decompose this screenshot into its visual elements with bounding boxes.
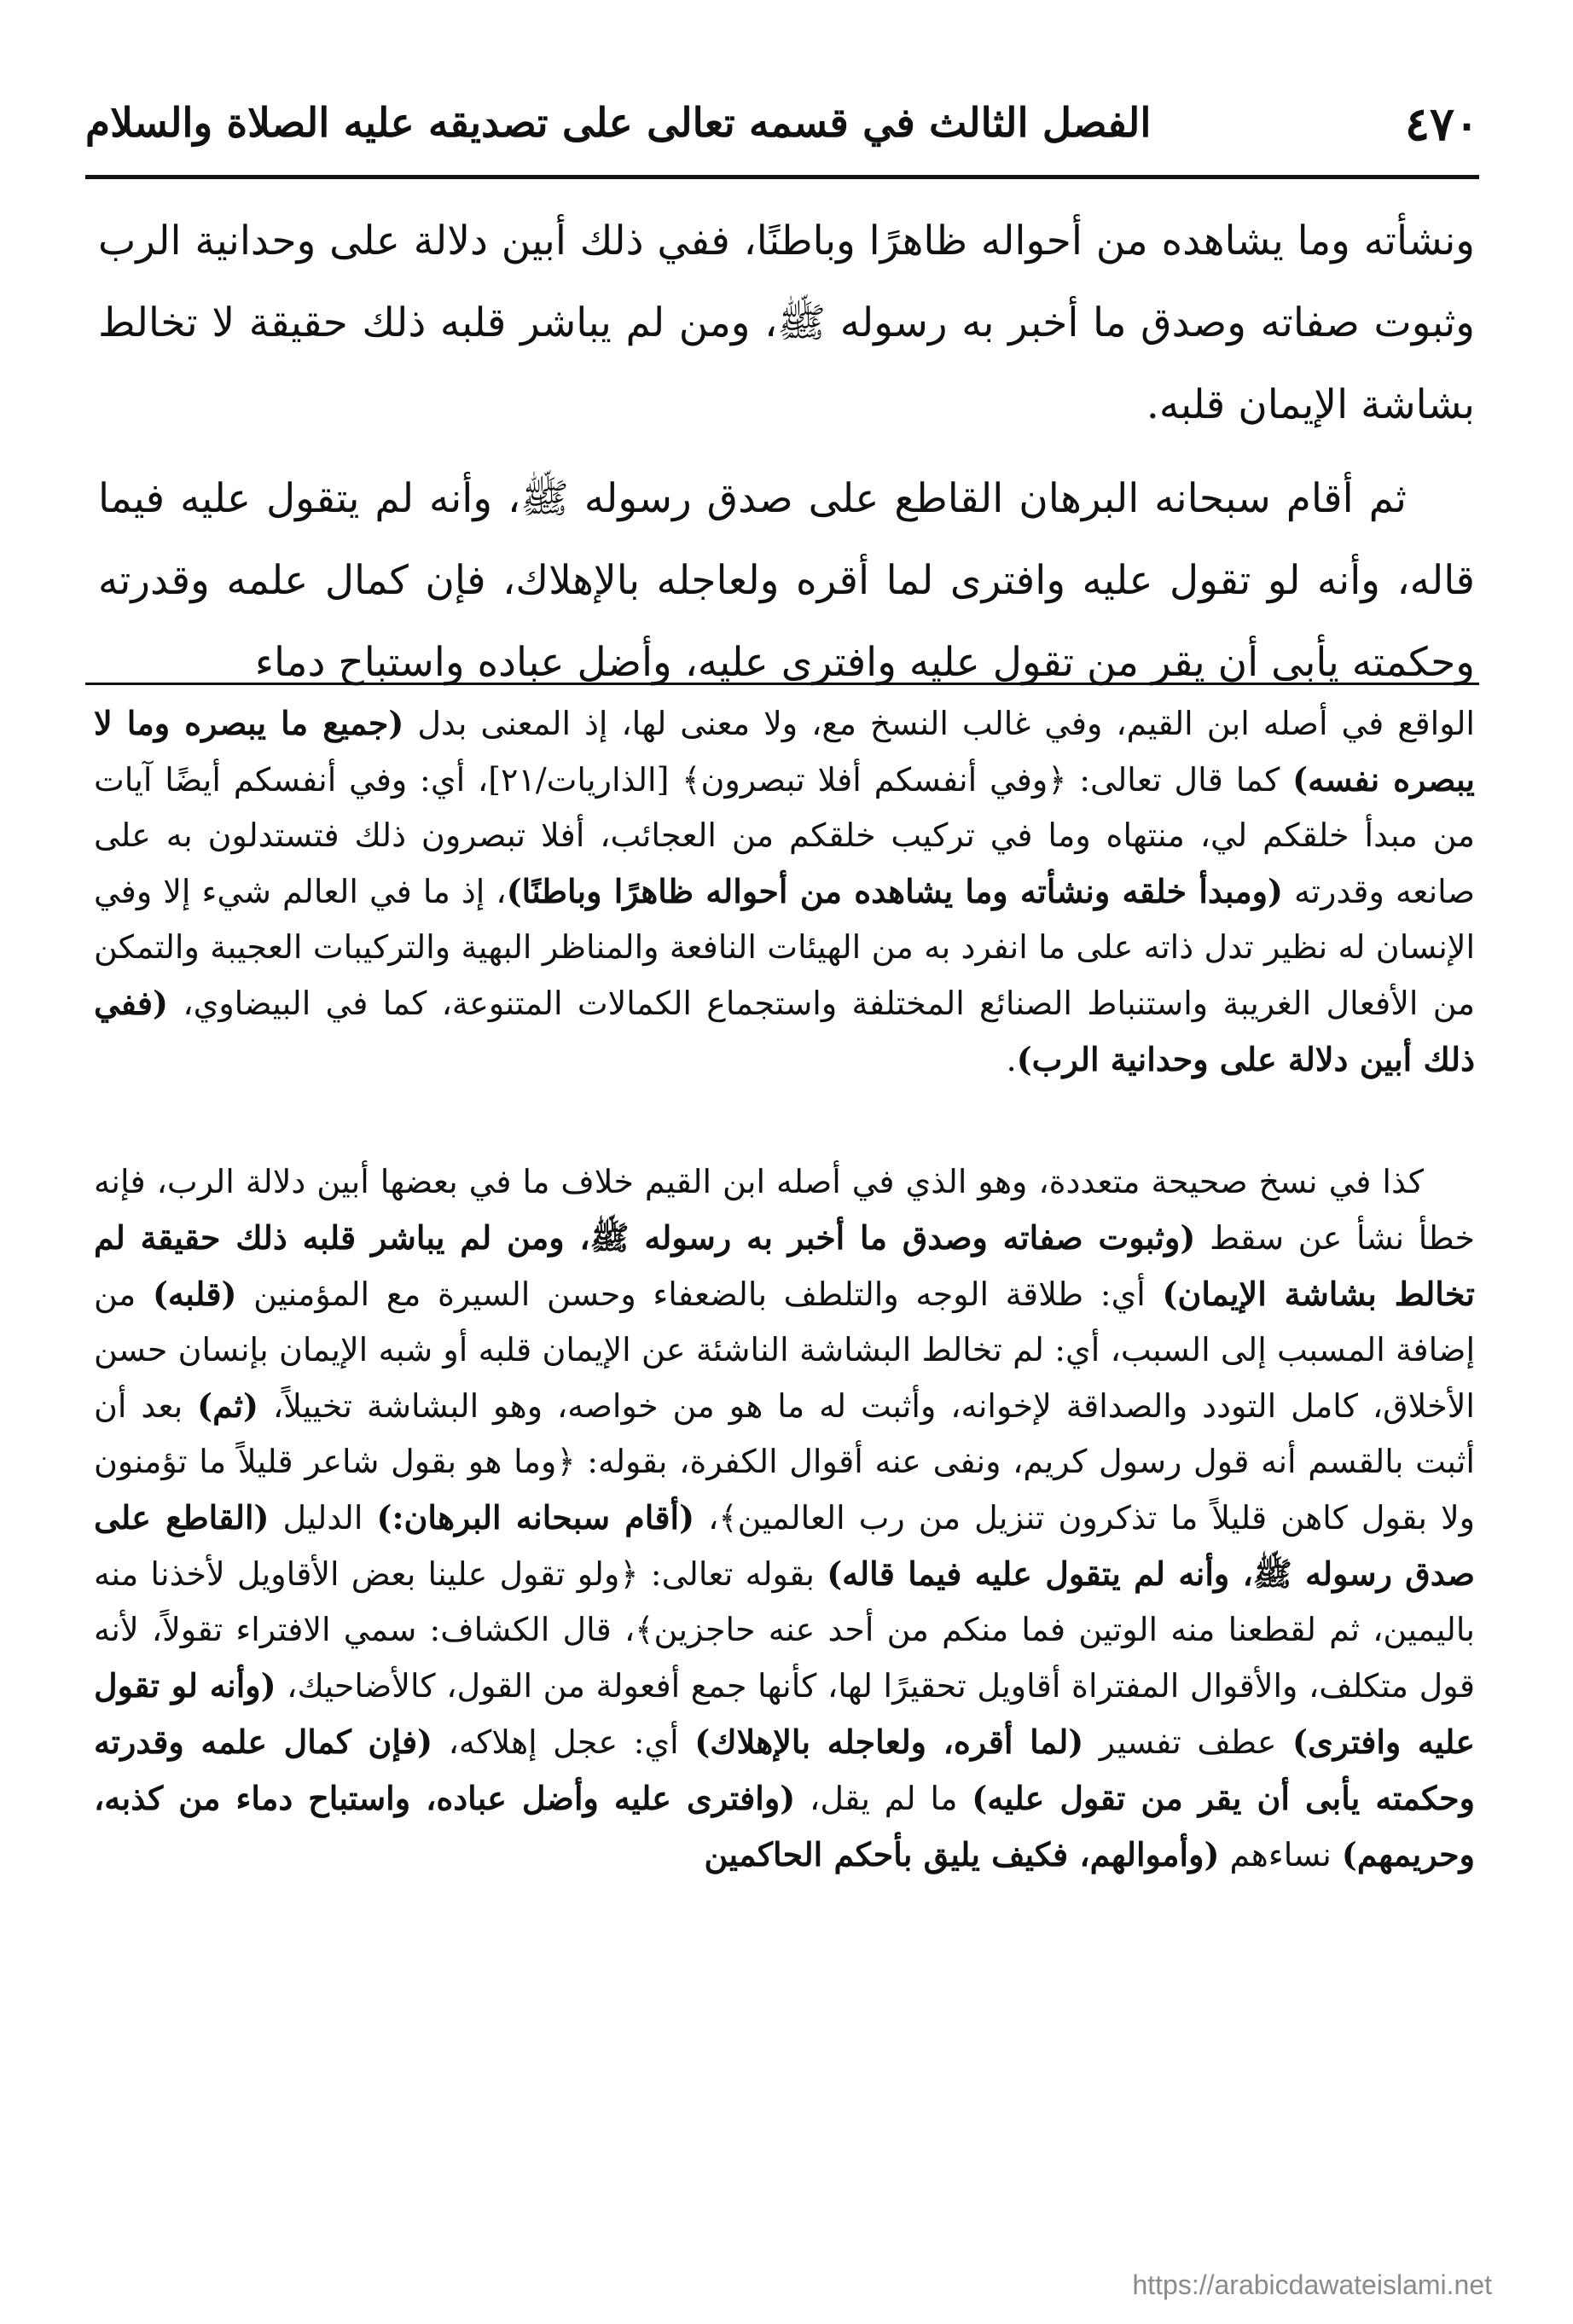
watermark-url: https://arabicdawateislami.net — [1132, 2269, 1492, 2300]
running-title: الفصل الثالث في قسمه تعالى على تصديقه عليه الصلاة والسلام — [85, 100, 1152, 147]
footnote-quoted-text: (وأموالهم، فكيف يليق بأحكم الحاكمين — [704, 1835, 1220, 1874]
footnote-quoted-text: (جميع ما يبصره وما لا يبصره نفسه) — [94, 704, 1476, 799]
footnote-separator — [85, 683, 1479, 685]
main-paragraph-2: ثم أقام سبحانه البرهان القاطع على صدق رسوله ﷺ، وأنه لم يتقول عليه فيما قاله، وأنه لو تقول عليه وافترى لما أقره ولعاجله بالإهلاك، فإن كمال علمه وقدرته وحكمته يأبى أن يقر من تقول عليه وافترى عليه، وأضل عباده واستباح دماء — [98, 475, 1475, 686]
footnote-quoted-text: (قلبه) — [152, 1275, 237, 1313]
footnote-quoted-text: (وثبوت صفاته وصدق ما أخبر به رسوله ﷺ، ومن لم يباشر قلبه ذلك حقيقة لم تخالط بشاشة الإيمان) — [94, 1218, 1475, 1313]
footnote-quoted-text: (وأنه لو تقول عليه وافترى) — [94, 1666, 1476, 1761]
footnote-2 — [94, 1154, 1475, 1883]
footnote-text: كما قال تعالى: ﴿وفي أنفسكم أفلا تبصرون﴾ [الذاريات/٢١]، أي: وفي أنفسكم أيضًا آيات من مبدأ خلقكم لي، منتهاه وما في تركيب خلقكم من العجائب، أفلا تبصرون ذلك فتستدلون به على صانعه وقدرته — [94, 761, 1476, 910]
page-number: ٤٧٠ — [1404, 96, 1479, 151]
footnote-quoted-text: (وافترى عليه وأضل عباده، واستباح دماء من كذبه، وحريمهم) — [94, 1779, 1475, 1874]
footnote-quoted-text: (لما أقره، ولعاجله بالإهلاك) — [694, 1723, 1084, 1761]
footnote-text: من إضافة المسبب إلى السبب، أي: لم تخالط البشاشة الناشئة عن الإيمان قلبه أو شبه الإيمان بإنسان حسن الأخلاق، كامل التودد والصداقة لإخوانه، وأثبت له ما هو من خواصه، وهو البشاشة تخييلاً، — [94, 1275, 1475, 1425]
footnote-text: الواقع في أصله ابن القيم، وفي غالب النسخ مع، ولا معنى لها، إذ المعنى بدل — [403, 705, 1475, 742]
footnote-text: الدليل — [269, 1499, 377, 1537]
footnote-text: نساءهم — [1219, 1836, 1342, 1874]
main-paragraph-1: ونشأته وما يشاهده من أحواله ظاهرًا وباطنًا، ففي ذلك أبين دلالة على وحدانية الرب وثبوت صفاته وصدق ما أخبر به رسوله ﷺ، ومن لم يباشر قلبه ذلك حقيقة لا تخالط بشاشة الإيمان قلبه. — [98, 218, 1475, 428]
footnote-quoted-text: (أقام سبحانه البرهان:) — [376, 1498, 695, 1537]
footnote-text: أي: طلاقة الوجه والتلطف بالضعفاء وحسن السيرة مع المؤمنين — [236, 1275, 1163, 1313]
footnote-quoted-text: (القاطع على صدق رسوله ﷺ، وأنه لم يتقول عليه فيما قاله) — [94, 1498, 1476, 1593]
footnote-1 — [94, 695, 1475, 1088]
header-rule — [85, 175, 1479, 179]
footnote-quoted-text: (ففي ذلك أبين دلالة على وحدانية الرب) — [94, 984, 1475, 1078]
footnote-text: ما لم يقل، — [795, 1780, 972, 1817]
footnote-text: ، إذ ما في العالم شيء إلا وفي الإنسان له نظير تدل ذاته على ما انفرد به من الهيئات النافعة والمناظر البهية والتركيبات العجيبة والتمكن من الأفعال الغريبة واستنباط الصنائع المختلفة واستجماع الكمالات المتنوعة، كما في البيضاوي، — [94, 873, 1475, 1022]
page-header — [85, 90, 1479, 158]
footnote-quoted-text: (ومبدأ خلقه ونشأته وما يشاهده من أحواله ظاهرًا وباطنًا) — [506, 872, 1283, 910]
footnote-text: عطف تفسير — [1083, 1723, 1293, 1761]
footnote-text: بقوله تعالى: ﴿ولو تقول علينا بعض الأقاويل لأخذنا منه باليمين، ثم لقطعنا منه الوتين فما منكم من أحد عنه حاجزين﴾، قال الكشاف: سمي الافتراء تقولاً، لأنه قول متكلف، والأقوال المفتراة أقاويل تحقيرًا لها، كأنها جمع أفعولة من القول، كالأضاحيك، — [94, 1555, 1475, 1705]
footnote-text: . — [1006, 1041, 1017, 1078]
footnote-quoted-text: (فإن كمال علمه وقدرته وحكمته يأبى أن يقر من تقول عليه) — [94, 1723, 1475, 1817]
footnote-text: بعد أن أثبت بالقسم أنه قول رسول كريم، ونفى عنه أقوال الكفرة، بقوله: ﴿وما هو بقول شاعر قليلاً ما تؤمنون ولا بقول كاهن قليلاً ما تذكرون تنزيل من رب العالمين﴾، — [94, 1387, 1475, 1537]
footnotes — [94, 695, 1475, 1883]
footnote-text: كذا في نسخ صحيحة متعددة، وهو الذي في أصله ابن القيم خلاف ما في بعضها أبين دلالة الرب، فإنه خطأ نشأ عن سقط — [94, 1163, 1475, 1257]
footnote-quoted-text: (ثم) — [197, 1386, 258, 1425]
main-text — [98, 200, 1475, 704]
footnote-text: أي: عجل إهلاكه، — [432, 1723, 695, 1761]
